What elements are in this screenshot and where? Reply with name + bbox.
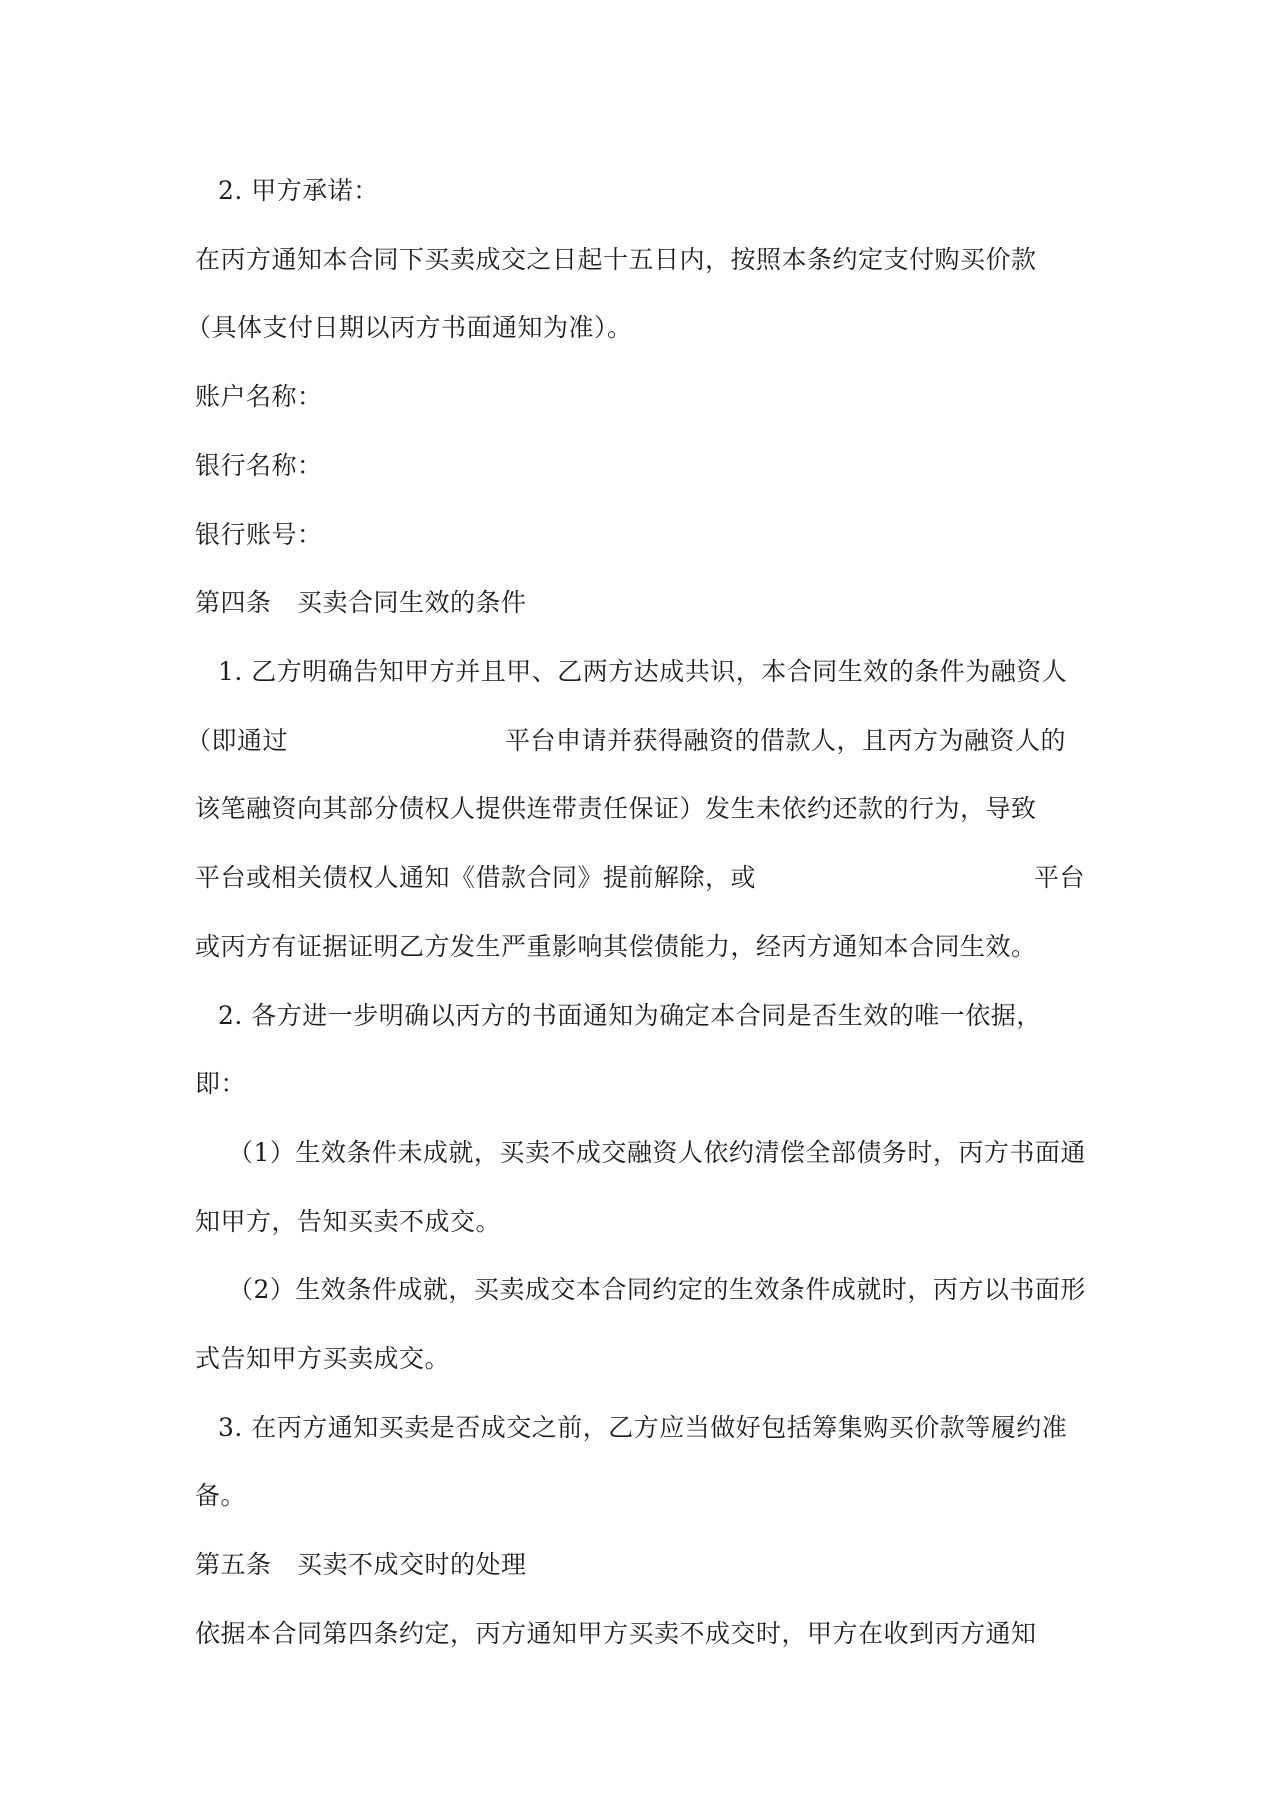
article-5-heading: 第五条 买卖不成交时的处理 [195,1550,527,1579]
article-5-line: 依据本合同第四条约定，丙方通知甲方买卖不成交时，甲方在收到丙方通知 [195,1619,1037,1648]
clause-4-2-2-line: （2）生效条件成就，买卖成交本合同约定的生效条件成就时，丙方以书面形 [228,1275,1086,1304]
clause-4-2-line: 2. 各方进一步明确以丙方的书面通知为确定本合同是否生效的唯一依据， [218,1001,1042,1030]
clause-4-1-line: 该笔融资向其部分债权人提供连带责任保证）发生未依约还款的行为，导致 [195,794,1037,823]
clause-4-2-1-line: （1）生效条件未成就，买卖不成交融资人依约清偿全部债务时，丙方书面通 [228,1138,1086,1167]
clause-4-1-line: 1. 乙方明确告知甲方并且甲、乙两方达成共识，本合同生效的条件为融资人 [218,657,1068,686]
clause-4-1-line-end: 平台 [1034,863,1086,892]
paragraph-line: 在丙方通知本合同下买卖成交之日起十五日内，按照本条约定支付购买价款 [195,245,1037,274]
account-name-field: 账户名称： [195,382,323,411]
clause-4-3-line: 备。 [195,1481,247,1510]
article-4-heading: 第四条 买卖合同生效的条件 [195,588,527,617]
clause-4-1-line-start: （即通过 [186,726,289,755]
clause-4-1-line-start: 平台或相关债权人通知《借款合同》提前解除，或 [195,863,757,892]
clause-3-2-heading: 2. 甲方承诺： [218,176,379,205]
clause-4-2-line: 即： [195,1069,247,1098]
bank-name-field: 银行名称： [195,451,323,480]
clause-4-1-line-end: 平台申请并获得融资的借款人，且丙方为融资人的 [505,726,1067,755]
clause-4-1-line: 或丙方有证据证明乙方发生严重影响其偿债能力，经丙方通知本合同生效。 [195,932,1037,961]
paragraph-line: （具体支付日期以丙方书面通知为准）。 [186,313,633,342]
clause-4-2-1-line: 知甲方，告知买卖不成交。 [195,1207,502,1236]
clause-4-2-2-line: 式告知甲方买卖成交。 [195,1344,451,1373]
clause-4-3-line: 3. 在丙方通知买卖是否成交之前，乙方应当做好包括筹集购买价款等履约准 [218,1413,1068,1442]
bank-account-field: 银行账号： [195,520,323,549]
